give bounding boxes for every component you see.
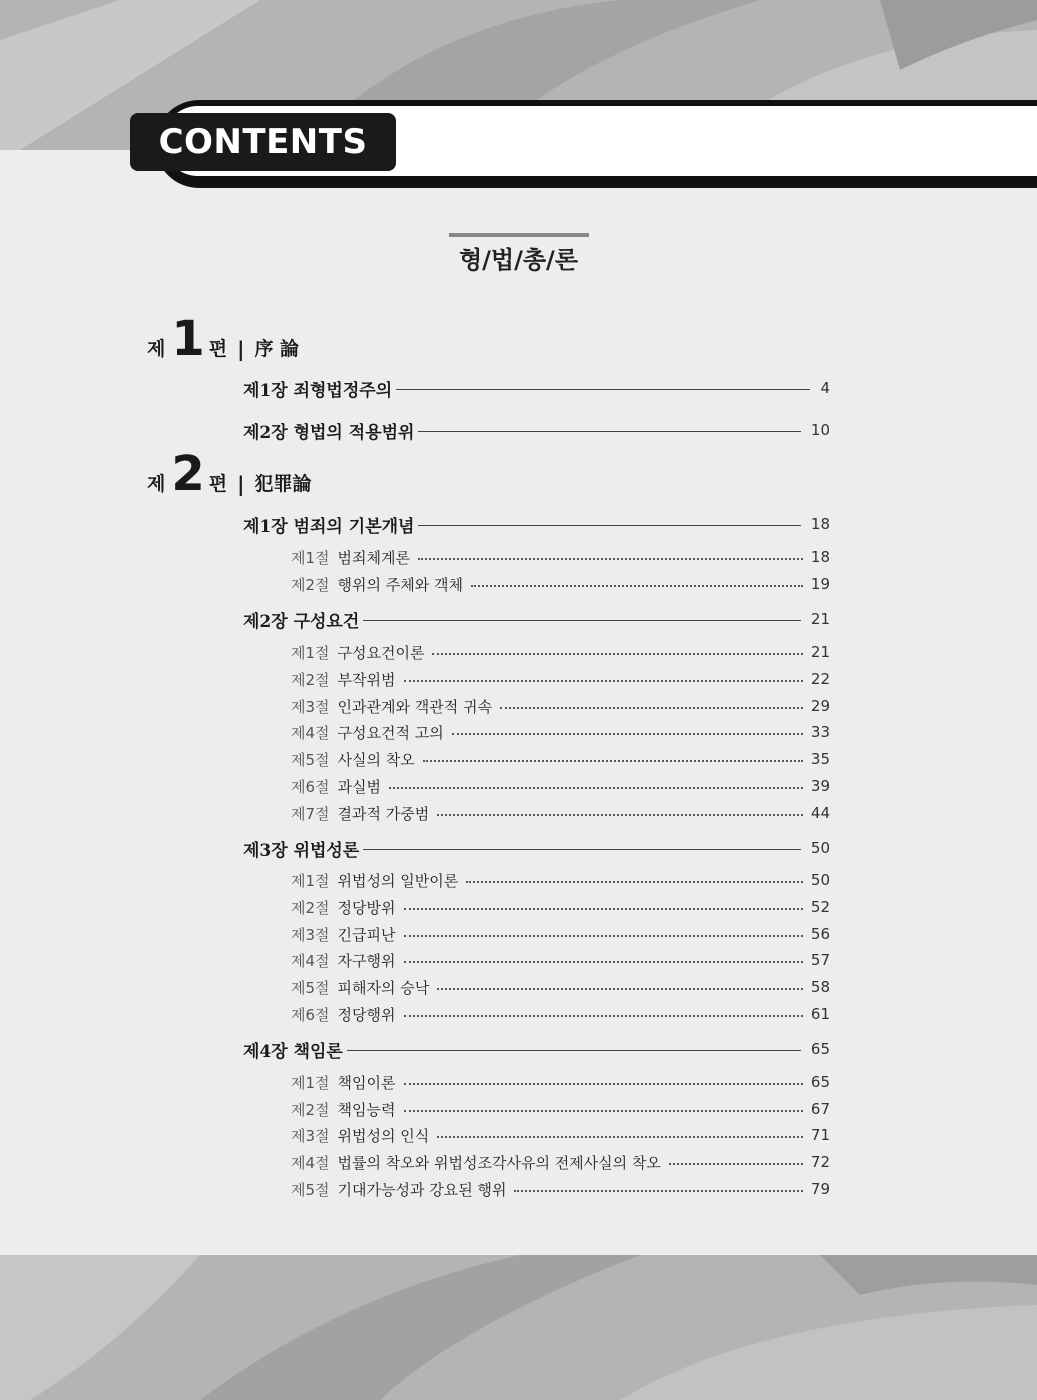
- subsection-row[interactable]: [291, 747, 830, 771]
- subsection-row[interactable]: [291, 1150, 830, 1174]
- subsection-row[interactable]: [291, 572, 830, 596]
- subsection-row[interactable]: [291, 694, 830, 718]
- page-number: 33: [810, 723, 830, 741]
- subsection-number: 제5절: [291, 1180, 330, 1199]
- section-header-2: [147, 446, 312, 502]
- subsection-row[interactable]: [291, 948, 830, 972]
- section-name: 犯罪論: [254, 473, 312, 495]
- page-number: 4: [820, 379, 830, 397]
- page-number: 10: [810, 421, 830, 439]
- subsection-row[interactable]: [291, 1097, 830, 1121]
- page-number: 18: [810, 548, 830, 566]
- subsection-number: 제7절: [291, 804, 330, 823]
- dot-leader: [404, 908, 803, 910]
- subsection-title: 사실의 착오: [337, 750, 415, 769]
- dot-leader: [404, 961, 803, 963]
- subsection-row[interactable]: [291, 1002, 830, 1026]
- page-number: 44: [810, 804, 830, 822]
- subsection-number: 제1절: [291, 548, 330, 567]
- page-number: 56: [810, 925, 830, 943]
- page-number: 21: [810, 610, 830, 628]
- subsection-title: 행위의 주체와 객체: [337, 575, 463, 594]
- dot-leader: [437, 988, 803, 990]
- leader-line: [363, 620, 801, 621]
- chapter-row[interactable]: [243, 606, 830, 632]
- page-number: 65: [810, 1073, 830, 1091]
- subsection-title: 결과적 가중범: [337, 804, 430, 823]
- subsection-title: 부작위범: [337, 670, 396, 689]
- chapter-row[interactable]: [243, 1036, 830, 1062]
- subsection-row[interactable]: [291, 1070, 830, 1094]
- subsection-row[interactable]: [291, 640, 830, 664]
- subsection-title: 범죄체계론: [337, 548, 410, 567]
- subsection-number: 제3절: [291, 697, 330, 716]
- subsection-title: 과실범: [337, 777, 382, 796]
- dot-leader: [404, 1110, 803, 1112]
- subsection-number: 제6절: [291, 777, 330, 796]
- chapter-row[interactable]: [243, 417, 830, 443]
- dot-leader: [423, 760, 803, 762]
- subsection-number: 제5절: [291, 978, 330, 997]
- chapter-label: 제3장 위법성론: [243, 840, 360, 861]
- subsection-number: 제3절: [291, 925, 330, 944]
- section-divider: |: [237, 337, 245, 361]
- dot-leader: [404, 935, 803, 937]
- page-number: 52: [810, 898, 830, 916]
- subsection-row[interactable]: [291, 868, 830, 892]
- subsection-row[interactable]: [291, 545, 830, 569]
- dot-leader: [389, 787, 803, 789]
- page-number: 79: [810, 1180, 830, 1198]
- page-number: 29: [810, 697, 830, 715]
- page-number: 57: [810, 951, 830, 969]
- chapter-row[interactable]: [243, 835, 830, 861]
- section-prefix: 제: [147, 338, 166, 360]
- subsection-number: 제2절: [291, 575, 330, 594]
- subsection-title: 피해자의 승낙: [337, 978, 430, 997]
- subsection-number: 제2절: [291, 1100, 330, 1119]
- section-number: 2: [171, 446, 205, 502]
- page-number: 35: [810, 750, 830, 768]
- leader-line: [418, 525, 800, 526]
- dot-leader: [437, 1136, 803, 1138]
- subsection-title: 긴급피난: [337, 925, 396, 944]
- leader-line: [363, 849, 801, 850]
- page-number: 18: [810, 515, 830, 533]
- subsection-row[interactable]: [291, 774, 830, 798]
- section-header-1: [147, 311, 300, 367]
- chapter-label: 제4장 책임론: [243, 1041, 343, 1062]
- subsection-number: 제1절: [291, 871, 330, 890]
- section-suffix: 편: [208, 338, 228, 360]
- subsection-title: 기대가능성과 강요된 행위: [337, 1180, 507, 1199]
- chapter-label: 제2장 형법의 적용범위: [243, 422, 415, 443]
- dot-leader: [418, 558, 803, 560]
- subsection-title: 책임능력: [337, 1100, 396, 1119]
- page-number: 19: [810, 575, 830, 593]
- subsection-title: 위법성의 인식: [337, 1126, 430, 1145]
- section-suffix: 편: [208, 473, 228, 495]
- chapter-row[interactable]: [243, 511, 830, 537]
- chapter-label: 제1장 범죄의 기본개념: [243, 516, 415, 537]
- page-number: 71: [810, 1126, 830, 1144]
- dot-leader: [514, 1190, 802, 1192]
- subsection-row[interactable]: [291, 922, 830, 946]
- page-number: 21: [810, 643, 830, 661]
- subsection-number: 제4절: [291, 951, 330, 970]
- subsection-row[interactable]: [291, 1177, 830, 1201]
- dot-leader: [500, 707, 803, 709]
- page-number: 58: [810, 978, 830, 996]
- subsection-number: 제3절: [291, 1126, 330, 1145]
- subsection-title: 인과관계와 객관적 귀속: [337, 697, 492, 716]
- subsection-number: 제6절: [291, 1005, 330, 1024]
- dot-leader: [404, 680, 803, 682]
- dot-leader: [404, 1083, 803, 1085]
- section-divider: |: [237, 472, 245, 496]
- section-name: 序 論: [254, 338, 300, 360]
- subsection-title: 법률의 착오와 위법성조각사유의 전제사실의 착오: [337, 1153, 661, 1172]
- page-number: 50: [810, 839, 830, 857]
- part-title-rule: [449, 233, 589, 237]
- dot-leader: [432, 653, 802, 655]
- subsection-number: 제1절: [291, 1073, 330, 1092]
- chapter-label: 제2장 구성요건: [243, 611, 360, 632]
- subsection-title: 구성요건이론: [337, 643, 425, 662]
- page-number: 50: [810, 871, 830, 889]
- subsection-title: 구성요건적 고의: [337, 723, 444, 742]
- chapter-row[interactable]: [243, 375, 830, 401]
- subsection-row[interactable]: [291, 720, 830, 744]
- leader-line: [418, 431, 800, 432]
- page-number: 67: [810, 1100, 830, 1118]
- subsection-number: 제5절: [291, 750, 330, 769]
- subsection-row[interactable]: [291, 801, 830, 825]
- dot-leader: [466, 881, 803, 883]
- section-number: 1: [171, 311, 205, 367]
- dot-leader: [452, 733, 803, 735]
- subsection-title: 정당행위: [337, 1005, 396, 1024]
- page-number: 22: [810, 670, 830, 688]
- bottom-decoration-band: [0, 1255, 1037, 1400]
- leader-line: [347, 1050, 801, 1051]
- page-number: 61: [810, 1005, 830, 1023]
- subsection-number: 제2절: [291, 670, 330, 689]
- contents-title: CONTENTS: [158, 122, 368, 162]
- subsection-title: 책임이론: [337, 1073, 396, 1092]
- page-number: 65: [810, 1040, 830, 1058]
- subsection-number: 제4절: [291, 1153, 330, 1172]
- subsection-number: 제1절: [291, 643, 330, 662]
- subsection-row[interactable]: [291, 895, 830, 919]
- chapter-label: 제1장 죄형법정주의: [243, 380, 393, 401]
- subsection-row[interactable]: [291, 975, 830, 999]
- subsection-row[interactable]: [291, 1123, 830, 1147]
- bottom-wave-shapes: [0, 1255, 1037, 1400]
- dot-leader: [669, 1163, 803, 1165]
- dot-leader: [437, 814, 803, 816]
- subsection-number: 제2절: [291, 898, 330, 917]
- leader-line: [396, 389, 810, 390]
- subsection-number: 제4절: [291, 723, 330, 742]
- section-prefix: 제: [147, 473, 166, 495]
- part-title: 형/법/총/론: [458, 246, 579, 274]
- subsection-title: 위법성의 일반이론: [337, 871, 459, 890]
- page-number: 39: [810, 777, 830, 795]
- dot-leader: [404, 1015, 803, 1017]
- subsection-title: 정당방위: [337, 898, 396, 917]
- subsection-title: 자구행위: [337, 951, 396, 970]
- page-number: 72: [810, 1153, 830, 1171]
- dot-leader: [471, 585, 803, 587]
- subsection-row[interactable]: [291, 667, 830, 691]
